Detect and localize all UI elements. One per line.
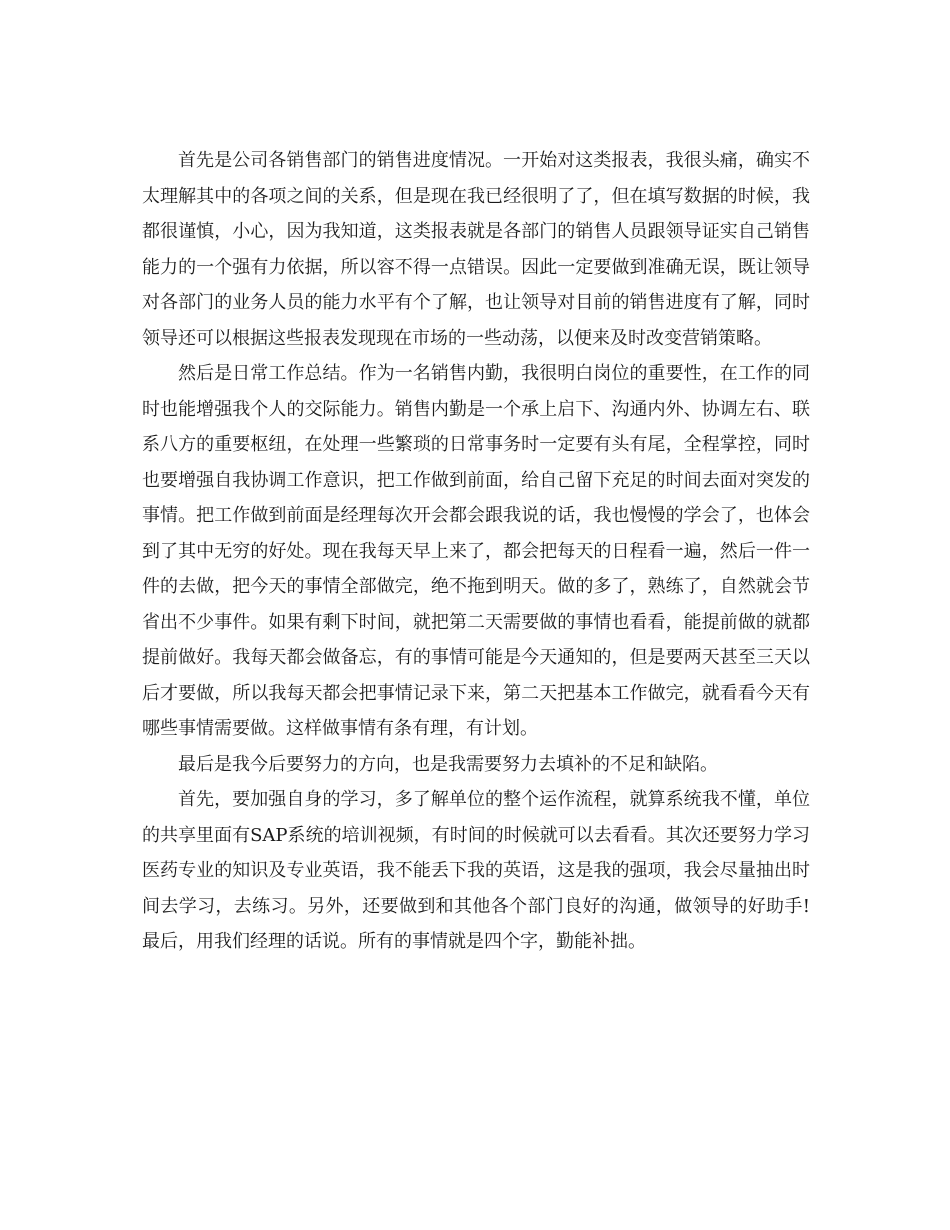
paragraph-sales-progress: 首先是公司各销售部门的销售进度情况。一开始对这类报表，我很头痛，确实不太理解其中的各项之间的关系，但是现在我已经很明了了，但在填写数据的时候，我都很谨慎，小心，因为我知道，这类报表就是各部门的销售人员跟领导证实自己销售能力的一个强有力依据，所以容不得一点错误。因此一定要做到准确无误，既让领导对各部门的业务人员的能力水平有个了解，也让领导对目前的销售进度有了解，同时领导还可以根据这些报表发现现在市场的一些动荡，以便来及时改变营销策略。: [142, 150, 810, 349]
paragraph-self-improvement: 首先，要加强自身的学习，多了解单位的整个运作流程，就算系统我不懂，单位的共享里面有SAP系统的培训视频，有时间的时候就可以去看看。其次还要努力学习医药专业的知识及专业英语，我不能丢下我的英语，这是我的强项，我会尽量抽出时间去学习，去练习。另外，还要做到和其他各个部门良好的沟通，做领导的好助手!最后，用我们经理的话说。所有的事情就是四个字，勤能补拙。: [142, 789, 810, 952]
document-body: [142, 143, 810, 960]
paragraph-daily-work-summary: 然后是日常工作总结。作为一名销售内勤，我很明白岗位的重要性，在工作的同时也能增强我个人的交际能力。销售内勤是一个承上启下、沟通内外、协调左右、联系八方的重要枢纽，在处理一些繁琐的日常事务时一定要有头有尾，全程掌控，同时也要增强自我协调工作意识，把工作做到前面，给自己留下充足的时间去面对突发的事情。把工作做到前面是经理每次开会都会跟我说的话，我也慢慢的学会了，也体会到了其中无穷的好处。现在我每天早上来了，都会把每天的日程看一遍，然后一件一件的去做，把今天的事情全部做完，绝不拖到明天。做的多了，熟练了，自然就会节省出不少事件。如果有剩下时间，就把第二天需要做的事情也看看，能提前做的就都提前做好。我每天都会做备忘，有的事情可能是今天通知的，但是要两天甚至三天以后才要做，所以我每天都会把事情记录下来，第二天把基本工作做完，就看看今天有哪些事情需要做。这样做事情有条有理，有计划。: [142, 363, 810, 739]
paragraph-future-direction: 最后是我今后要努力的方向，也是我需要努力去填补的不足和缺陷。: [178, 753, 718, 775]
